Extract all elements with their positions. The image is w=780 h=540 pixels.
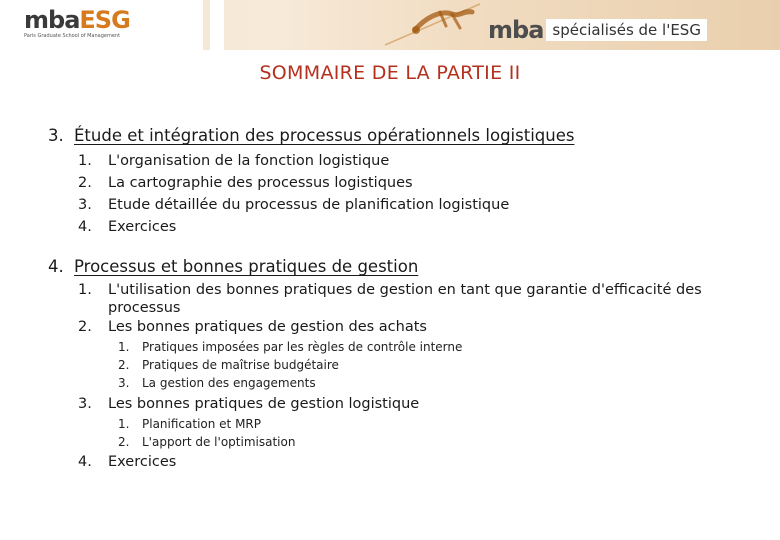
achats-sublist <box>118 338 462 392</box>
section-4-item-2 <box>78 316 427 338</box>
section-3-heading: 3. Étude et intégration des processus opérationnels logistiques <box>48 126 575 145</box>
section-4-item-3 <box>78 393 419 415</box>
esg-logo <box>0 0 203 50</box>
list-item: 1. L'organisation de la fonction logistique <box>78 153 390 169</box>
list-item: 1. L'utilisation des bonnes pratiques de gestion en tant que garantie d'efficacité des processus <box>78 282 702 316</box>
brand-tagline: spécialisés de l'ESG <box>546 19 707 41</box>
list-item: 1. Planification et MRP <box>118 417 262 431</box>
pole-vaulter-icon <box>380 0 490 50</box>
section-3-list <box>78 150 509 238</box>
page-title: SOMMAIRE DE LA PARTIE II <box>259 62 521 84</box>
logistique-sublist <box>118 415 295 451</box>
list-item: 1. Pratiques imposées par les règles de contrôle interne <box>118 340 463 354</box>
list-item: 4. Exercices <box>78 219 177 235</box>
header-divider <box>210 0 224 50</box>
list-item: 3. Les bonnes pratiques de gestion logistique <box>78 396 420 412</box>
brand-mark <box>488 18 707 42</box>
section-4-item-4 <box>78 451 176 473</box>
list-item: 3. Etude détaillée du processus de planification logistique <box>78 197 510 213</box>
brand-mba: mba <box>488 16 544 44</box>
section-4-item-1 <box>78 281 728 317</box>
list-item: 2. Les bonnes pratiques de gestion des achats <box>78 319 427 335</box>
list-item: 4. Exercices <box>78 454 177 470</box>
list-item: 2. L'apport de l'optimisation <box>118 435 296 449</box>
logo-subtitle: Paris Graduate School of Management <box>24 33 121 39</box>
list-item: 3. La gestion des engagements <box>118 376 316 390</box>
section-4-heading: 4. Processus et bonnes pratiques de gestion <box>48 257 419 276</box>
list-item: 2. Pratiques de maîtrise budgétaire <box>118 358 339 372</box>
list-item: 2. La cartographie des processus logistiques <box>78 175 413 191</box>
header-banner <box>0 0 780 50</box>
logo-text: mbaESG <box>24 6 130 34</box>
